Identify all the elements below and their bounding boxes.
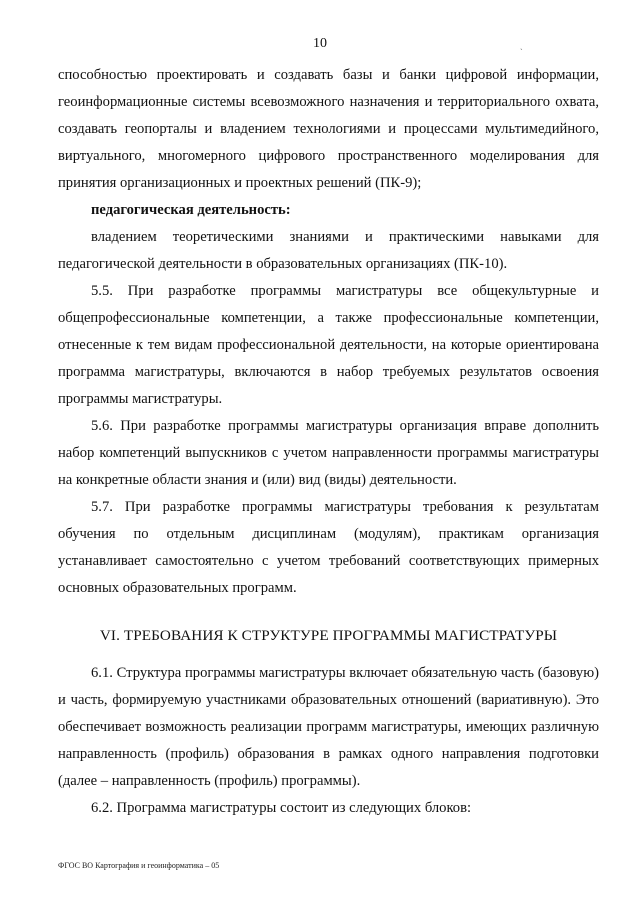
subheading-pedagogical: педагогическая деятельность:: [91, 202, 291, 218]
page-number: 10: [313, 36, 327, 51]
paragraph-6-1: 6.1. Структура программы магистратуры включает обязательную часть (базовую) и часть, формируемую участниками образовательных отношений (вариативную). Это обеспечивает возможность реализации программ магистратуры, имеющих различную направленность (профиль) образования в рамках одного направления подготовки (далее – направленность (профиль) программы).: [58, 665, 599, 789]
paragraph-5-7: 5.7. При разработке программы магистратуры требования к результатам обучения по отдельным дисциплинам (модулям), практикам организация устанавливает самостоятельно с учетом требований соответствующих примерных основных образовательных программ.: [58, 499, 599, 596]
paragraph-5-6: 5.6. При разработке программы магистратуры организация вправе дополнить набор компетенций выпускников с учетом направленности программы магистратуры на конкретные области знания и (или) вид (виды) деятельности.: [58, 418, 599, 488]
paragraph-5-5: 5.5. При разработке программы магистратуры все общекультурные и общепрофессиональные компетенции, а также профессиональные компетенции, отнесенные к тем видам профессиональной деятельности, на которые ориентирована программа магистратуры, включаются в набор требуемых результатов освоения программы магистратуры.: [58, 283, 599, 407]
paragraph-6-2: 6.2. Программа магистратуры состоит из следующих блоков:: [91, 800, 472, 816]
paragraph-pk10: владением теоретическими знаниями и практическими навыками для педагогической деятельности в образовательных организациях (ПК-10).: [58, 229, 599, 272]
document-body: [58, 62, 599, 822]
scan-speck: ˏ: [520, 41, 523, 50]
section-title: VI. ТРЕБОВАНИЯ К СТРУКТУРЕ ПРОГРАММЫ МАГИСТРАТУРЫ: [99, 627, 558, 644]
document-footer: ФГОС ВО Картография и геоинформатика – 05: [58, 861, 220, 870]
paragraph-pk9: способностью проектировать и создавать базы и банки цифровой информации, геоинформационные системы всевозможного назначения и территориального охвата, создавать геопорталы и владением технологиями и процессами мультимедийного, виртуального, многомерного цифрового пространственного моделирования для принятия организационных и проектных решений (ПК-9);: [58, 67, 599, 191]
